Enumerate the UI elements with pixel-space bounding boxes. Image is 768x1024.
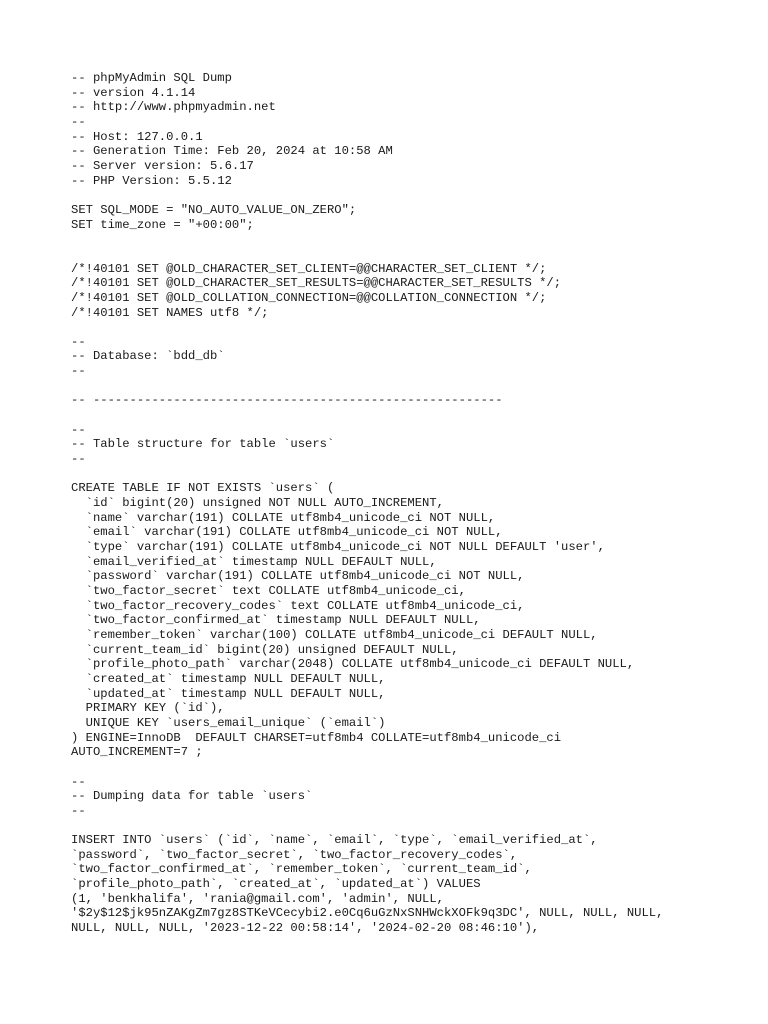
code-line: -- Generation Time: Feb 20, 2024 at 10:58 AM: [71, 144, 393, 159]
code-line: `created_at` timestamp NULL DEFAULT NULL,: [71, 671, 386, 686]
code-line: [71, 320, 663, 335]
code-line: `current_team_id` bigint(20) unsigned DEFAULT NULL,: [71, 642, 459, 657]
code-line: [71, 467, 663, 482]
code-line: -- PHP Version: 5.5.12: [71, 173, 232, 188]
code-line: `password` varchar(191) COLLATE utf8mb4_unicode_ci NOT NULL,: [71, 569, 525, 584]
code-line: /*!40101 SET NAMES utf8 */;: [71, 305, 269, 320]
code-line: -- --------------------------------------------------------: [71, 393, 503, 408]
code-line: /*!40101 SET @OLD_COLLATION_CONNECTION=@@COLLATION_CONNECTION */;: [71, 290, 547, 305]
code-line: --: [71, 803, 86, 818]
code-line: --: [71, 774, 86, 789]
code-line: `name` varchar(191) COLLATE utf8mb4_unicode_ci NOT NULL,: [71, 510, 496, 525]
code-line: `password`, `two_factor_secret`, `two_factor_recovery_codes`,: [71, 847, 518, 862]
code-line: `type` varchar(191) COLLATE utf8mb4_unicode_ci NOT NULL DEFAULT 'user',: [71, 540, 605, 554]
code-line: [71, 247, 663, 262]
code-line: -- Table structure for table `users`: [71, 437, 335, 452]
code-line: --: [71, 334, 86, 349]
code-line: ) ENGINE=InnoDB DEFAULT CHARSET=utf8mb4 COLLATE=utf8mb4_unicode_ci: [71, 730, 562, 745]
code-line: [71, 760, 663, 775]
code-line: [71, 408, 663, 423]
code-line: '$2y$12$jk95nZAKgZm7gz8STKeVCecybi2.e0Cq6uGzNxSNHWckXOFk9q3DC', NULL, NULL, NULL,: [71, 906, 664, 921]
code-line: [71, 818, 663, 833]
code-line: -- version 4.1.14: [71, 85, 196, 100]
code-line: -- Dumping data for table `users`: [71, 789, 313, 804]
code-line: --: [71, 114, 86, 129]
code-line: --: [71, 364, 86, 379]
code-line: SET SQL_MODE = "NO_AUTO_VALUE_ON_ZERO";: [71, 202, 357, 217]
code-line: CREATE TABLE IF NOT EXISTS `users` (: [71, 481, 335, 496]
code-line: [71, 232, 663, 247]
sql-dump-text: [71, 71, 663, 936]
code-line: -- phpMyAdmin SQL Dump: [71, 71, 232, 85]
code-line: SET time_zone = "+00:00";: [71, 217, 254, 232]
code-line: -- Host: 127.0.0.1: [71, 129, 203, 144]
code-line: AUTO_INCREMENT=7 ;: [71, 745, 203, 760]
code-line: `two_factor_confirmed_at`, `remember_token`, `current_team_id`,: [71, 862, 532, 877]
code-line: `two_factor_secret` text COLLATE utf8mb4_unicode_ci,: [71, 583, 466, 598]
code-line: PRIMARY KEY (`id`),: [71, 701, 225, 716]
code-line: -- http://www.phpmyadmin.net: [71, 100, 276, 115]
code-line: [71, 379, 663, 394]
code-line: `profile_photo_path`, `created_at`, `updated_at`) VALUES: [71, 877, 481, 892]
code-line: `updated_at` timestamp NULL DEFAULT NULL,: [71, 686, 386, 701]
code-line: UNIQUE KEY `users_email_unique` (`email`): [71, 715, 386, 730]
code-line: NULL, NULL, NULL, '2023-12-22 00:58:14', '2024-02-20 08:46:10'),: [71, 921, 540, 936]
code-line: `remember_token` varchar(100) COLLATE utf8mb4_unicode_ci DEFAULT NULL,: [71, 627, 598, 642]
code-line: [71, 188, 663, 203]
code-line: `profile_photo_path` varchar(2048) COLLATE utf8mb4_unicode_ci DEFAULT NULL,: [71, 657, 635, 672]
code-line: `email` varchar(191) COLLATE utf8mb4_unicode_ci NOT NULL,: [71, 525, 503, 540]
code-line: -- Database: `bdd_db`: [71, 349, 225, 364]
code-line: /*!40101 SET @OLD_CHARACTER_SET_RESULTS=@@CHARACTER_SET_RESULTS */;: [71, 276, 562, 291]
code-line: -- Server version: 5.6.17: [71, 158, 254, 173]
code-line: (1, 'benkhalifa', 'rania@gmail.com', 'admin', NULL,: [71, 891, 444, 906]
code-line: /*!40101 SET @OLD_CHARACTER_SET_CLIENT=@@CHARACTER_SET_CLIENT */;: [71, 261, 547, 276]
code-line: `id` bigint(20) unsigned NOT NULL AUTO_INCREMENT,: [71, 496, 444, 511]
code-line: INSERT INTO `users` (`id`, `name`, `email`, `type`, `email_verified_at`,: [71, 833, 598, 848]
code-line: --: [71, 422, 86, 437]
code-line: --: [71, 452, 86, 467]
code-line: `two_factor_confirmed_at` timestamp NULL DEFAULT NULL,: [71, 613, 481, 628]
code-line: `two_factor_recovery_codes` text COLLATE utf8mb4_unicode_ci,: [71, 598, 525, 613]
code-line: `email_verified_at` timestamp NULL DEFAULT NULL,: [71, 554, 437, 569]
